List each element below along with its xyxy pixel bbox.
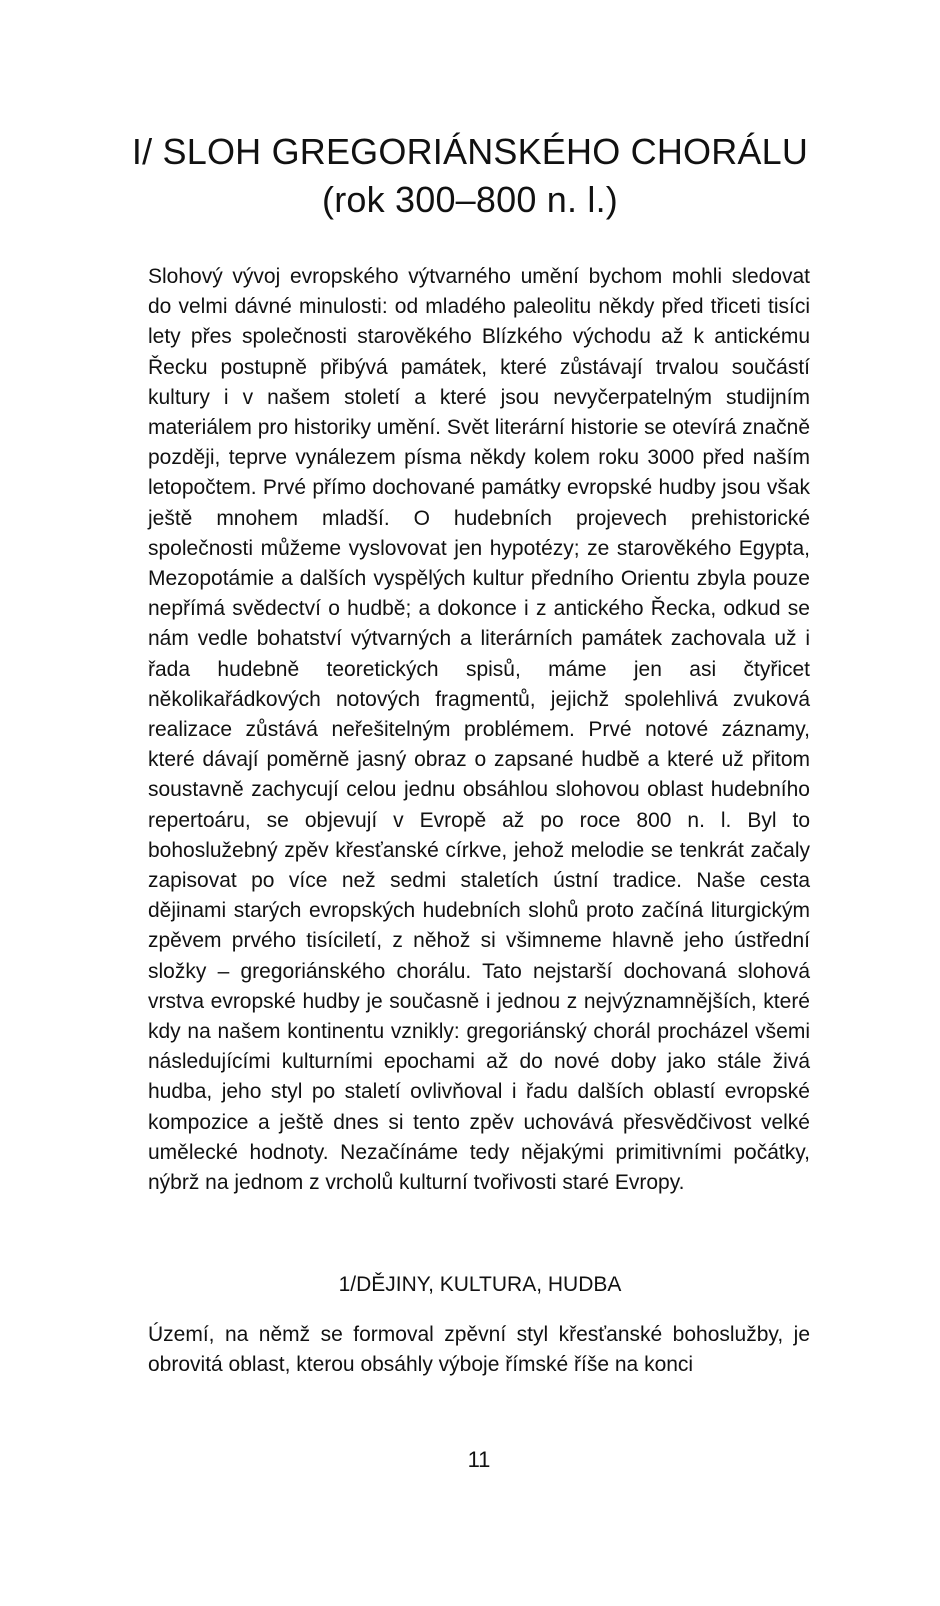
- section-heading: 1/DĚJINY, KULTURA, HUDBA: [338, 1273, 622, 1296]
- intro-paragraph: Slohový vývoj evropského výtvarného umění bychom mohli sledovat do velmi dávné minulosti: od mladého paleolitu někdy před třiceti tisíci lety přes společnosti starověkého Blízkého východu až k antickému Řecku postupně přibývá památek, které zůstávají trvalou součástí kultury i v našem století a které jsou nevyčerpatelným studijním materiálem pro historiky umění. Svět literární historie se otevírá značně později, teprve vynálezem písma někdy kolem roku 3000 před naším letopočtem. Prvé přímo dochované památky evropské hudby jsou však ještě mnohem mladší. O hudebních projevech prehistorické společnosti můžeme vyslovovat jen hypotézy; ze starověkého Egypta, Mezopotámie a dalších vyspělých kultur předního Orientu zbyla pouze nepřímá svědectví o hudbě; a dokonce i z antického Řecka, odkud se nám vedle bohatství výtvarných a literárních památek zachovala už i řada hudebně teoretických spisů, máme jen asi čtyřicet několikařádkových notových fragmentů, jejichž spolehlivá zvuková realizace zůstává neřešitelným problémem. Prvé notové záznamy, které dávají poměrně jasný obraz o zapsané hudbě a které už přitom soustavně zachycují celou jednu obsáhlou slohovou oblast hudebního repertoáru, se objevují v Evropě až po roce 800 n. l. Byl to bohoslužebný zpěv křesťanské církve, jehož melodie se tenkrát začaly zapisovat po více než sedmi staletích ústní tradice. Naše cesta dějinami starých evropských hudebních slohů proto začíná liturgickým zpěvem prvého tisíciletí, z něhož si všimneme hlavně jeho ústřední složky – gregoriánského chorálu. Tato nejstarší dochovaná slohová vrstva evropské hudby je současně i jednou z nejvýznamnějších, které kdy na našem kontinentu vznikly: gregoriánský chorál procházel všemi následujícími kulturními epochami až do nové doby jako stále živá hudba, jeho styl po staletí ovlivňoval i řadu dalších oblastí evropské kompozice a ještě dnes si tento zpěv uchovává přesvědčivost velké umělecké hodnoty. Nezačínáme tedy nějakými primitivními počátky, nýbrž na jednom z vrcholů kulturní tvořivosti staré Evropy.: [148, 265, 810, 1195]
- page-number: 11: [467, 1447, 491, 1472]
- section-first-paragraph: Území, na němž se formoval zpěvní styl křesťanské bohoslužby, je obrovitá oblast, kterou obsáhly výboje římské říše na konci: [148, 1323, 810, 1377]
- chapter-title-line-1: I/ SLOH GREGORIÁNSKÉHO CHORÁLU: [131, 131, 809, 172]
- chapter-title-line-2: (rok 300–800 n. l.): [322, 179, 618, 220]
- chapter-title: [0, 128, 940, 224]
